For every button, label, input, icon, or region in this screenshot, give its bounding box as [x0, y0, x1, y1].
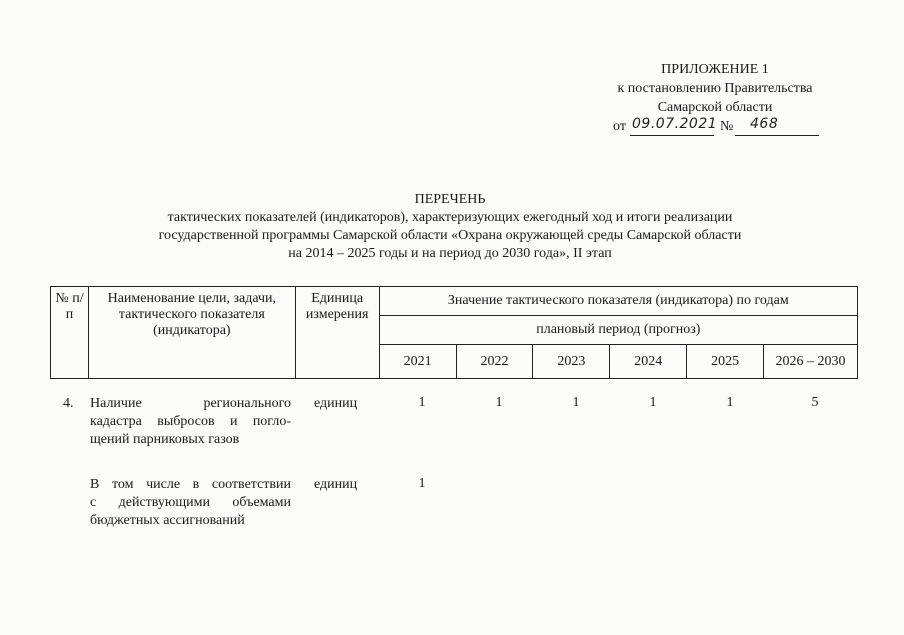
- row-name-line: щений парниковых газов: [90, 432, 240, 447]
- header-values-group: Значение тактического показателя (индикатора) по годам: [379, 287, 857, 316]
- header-year: 2026 – 2030: [764, 345, 858, 379]
- row-unit: единиц: [314, 396, 358, 411]
- appendix-line-1: к постановлению Правительства: [617, 81, 813, 96]
- row-name-line: бюджетных ассигнований: [90, 513, 245, 528]
- row-value: 1: [418, 476, 426, 491]
- row-value: 1: [418, 395, 426, 410]
- row-name: [90, 476, 291, 530]
- title-heading: ПЕРЕЧЕНЬ: [414, 192, 486, 207]
- row-number: 4.: [63, 396, 74, 411]
- header-year: 2021: [379, 345, 456, 379]
- header-name: Наименование цели, задачи, тактического показателя (индикатора): [88, 287, 295, 379]
- title-line-1: тактических показателей (индикаторов), характеризующих ежегодный ход и итоги реализации: [167, 210, 733, 225]
- appendix-title: ПРИЛОЖЕНИЕ 1: [661, 62, 769, 77]
- header-subgroup: плановый период (прогноз): [379, 316, 857, 345]
- header-number: № п/п: [51, 287, 89, 379]
- row-name: [90, 395, 291, 449]
- header-unit: Единица измерения: [295, 287, 379, 379]
- appendix-line-2: Самарской области: [657, 100, 773, 115]
- handwritten-date: 09.07.2021: [632, 116, 718, 132]
- row-value: 1: [495, 395, 503, 410]
- row-value: 1: [649, 395, 657, 410]
- row-value: 1: [572, 395, 580, 410]
- row-name-line: с действующими объемами: [90, 495, 291, 510]
- header-year: 2024: [610, 345, 687, 379]
- header-year: 2025: [687, 345, 764, 379]
- row-name-line: В том числе в соответствии: [90, 477, 291, 492]
- document-title: [100, 191, 800, 263]
- appendix-block: [560, 60, 870, 137]
- row-name-line: Наличие регионального: [90, 396, 291, 411]
- appendix-date-number-line: [560, 117, 870, 137]
- row-value: 5: [811, 395, 819, 410]
- from-label: от: [613, 119, 626, 134]
- title-line-3: на 2014 – 2025 годы и на период до 2030 года», II этап: [288, 246, 612, 261]
- header-year: 2023: [533, 345, 610, 379]
- handwritten-number: 468: [750, 116, 779, 132]
- indicator-table-header: [50, 286, 858, 379]
- row-value: 1: [726, 395, 734, 410]
- title-line-2: государственной программы Самарской области «Охрана окружающей среды Самарской области: [158, 228, 742, 243]
- row-name-line: кадастра выбросов и погло-: [90, 414, 291, 429]
- header-year: 2022: [456, 345, 533, 379]
- row-unit: единиц: [314, 477, 358, 492]
- number-label: №: [720, 119, 734, 134]
